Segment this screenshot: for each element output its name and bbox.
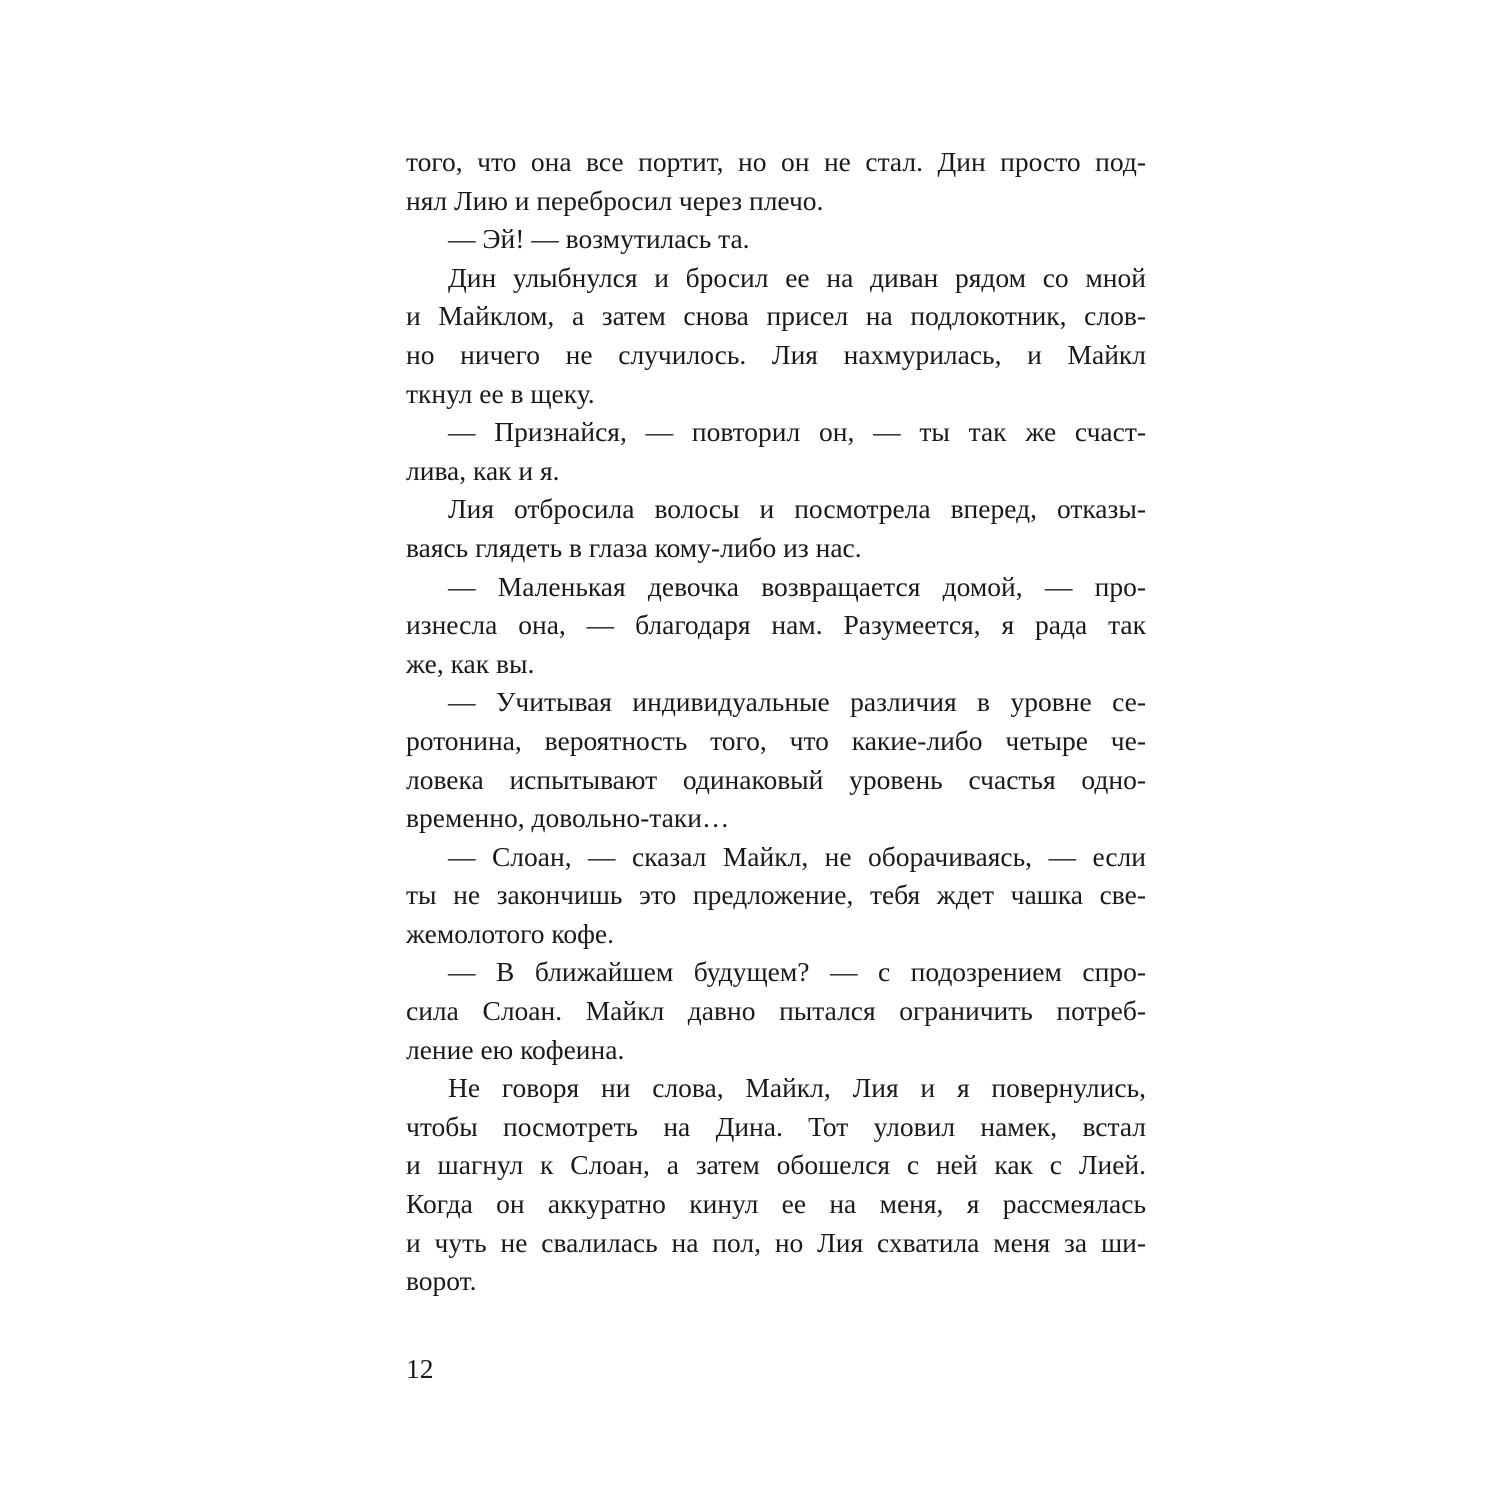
- text-line: сила Слоан. Майкл давно пытался ограничить потреб-: [406, 995, 1146, 1027]
- text-line: ваясь глядеть в глаза кому-либо из нас.: [406, 531, 862, 563]
- text-line: — Признайся, — повторил он, — ты так же счаст-: [448, 416, 1146, 448]
- text-line: нял Лию и перебросил через плечо.: [406, 184, 824, 216]
- text-line: — Маленькая девочка возвращается домой, — про-: [448, 570, 1146, 602]
- text-line: Дин улыбнулся и бросил ее на диван рядом со мной: [448, 261, 1146, 293]
- text-line: ткнул ее в щеку.: [406, 377, 595, 409]
- text-line: временно, довольно-таки…: [406, 802, 730, 834]
- text-line: лива, как и я.: [406, 454, 560, 486]
- text-line: но ничего не случилось. Лия нахмурилась, и Майкл: [406, 338, 1146, 370]
- text-line: изнесла она, — благодаря нам. Разумеется, я рада так: [406, 609, 1146, 641]
- text-line: — Слоан, — сказал Майкл, не оборачиваясь, — если: [448, 840, 1146, 872]
- text-line: и чуть не свалилась на пол, но Лия схватила меня за ши-: [406, 1226, 1146, 1258]
- text-line: того, что она все портит, но он не стал. Дин просто под-: [406, 146, 1146, 177]
- text-line: ротонина, вероятность того, что какие-либо четыре че-: [406, 724, 1146, 756]
- text-line: жемолотого кофе.: [406, 917, 614, 949]
- text-line: Не говоря ни слова, Майкл, Лия и я повернулись,: [448, 1072, 1146, 1104]
- text-line: Лия отбросила волосы и посмотрела вперед, отказы-: [448, 493, 1146, 525]
- text-line: ление ею кофеина.: [406, 1033, 625, 1065]
- text-line: чтобы посмотреть на Дина. Тот уловил намек, встал: [406, 1110, 1146, 1142]
- text-line: ворот.: [406, 1265, 477, 1297]
- body-text: [406, 143, 1146, 1301]
- text-line: — В ближайшем будущем? — с подозрением спро-: [448, 956, 1146, 988]
- text-line: и Майклом, а затем снова присел на подлокотник, слов-: [406, 300, 1146, 332]
- text-line: ты не закончишь это предложение, тебя ждет чашка све-: [406, 879, 1146, 911]
- text-line: — Эй! — возмутилась та.: [448, 223, 750, 255]
- page-number: 12: [406, 1353, 434, 1384]
- text-line: и шагнул к Слоан, а затем обошелся с ней как с Лией.: [406, 1149, 1146, 1181]
- text-line: же, как вы.: [406, 647, 535, 679]
- text-line: Когда он аккуратно кинул ее на меня, я рассмеялась: [406, 1188, 1146, 1220]
- text-line: — Учитывая индивидуальные различия в уровне се-: [448, 686, 1146, 718]
- text-line: ловека испытывают одинаковый уровень счастья одно-: [406, 763, 1146, 795]
